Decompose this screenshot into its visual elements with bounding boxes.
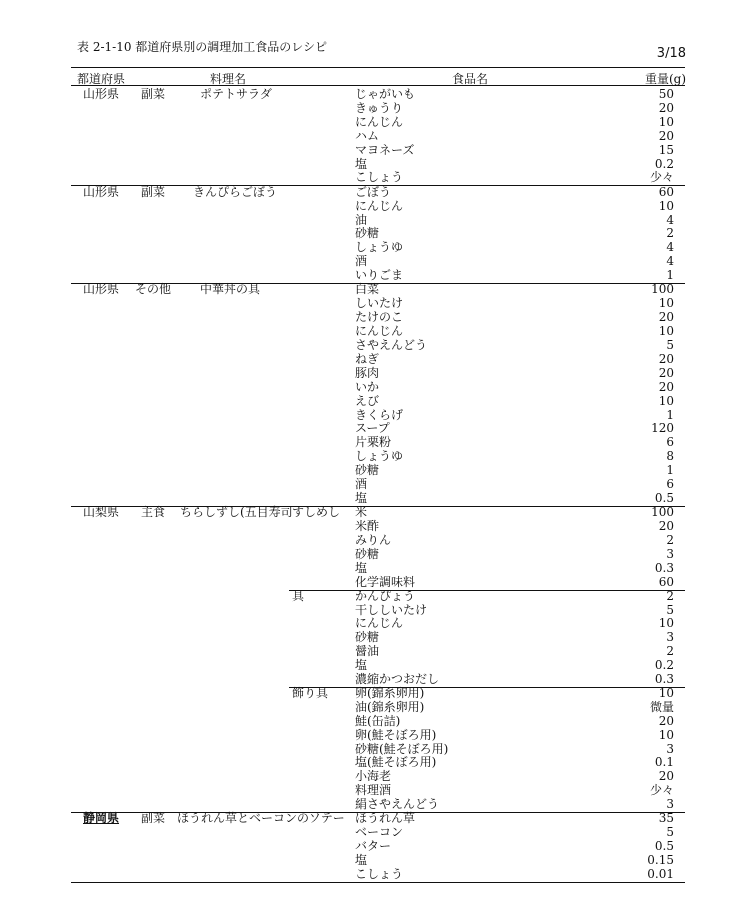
recipe-category: 副菜 — [141, 184, 166, 199]
food-weight: 2 — [666, 226, 674, 241]
food-weight: 微量 — [649, 699, 674, 714]
header-pref: 都道府県 — [77, 72, 126, 86]
food-weight: 2 — [666, 533, 674, 547]
food-name: 酒 — [355, 254, 368, 269]
food-name: 卵(錦糸卵用) — [355, 685, 425, 700]
food-name: 塩(鮭そぼろ用) — [355, 755, 437, 770]
recipe-dish-name: ポテトサラダ — [200, 87, 272, 101]
food-weight: 100 — [651, 282, 674, 297]
food-weight: 4 — [666, 240, 674, 255]
food-name: 油 — [355, 212, 368, 227]
food-name: 塩 — [355, 853, 368, 868]
food-weight: 35 — [658, 811, 674, 826]
food-weight: 20 — [658, 310, 674, 325]
food-weight: 0.2 — [654, 156, 674, 171]
recipe-dish-name: きんぴらごぼう — [193, 184, 278, 199]
food-weight: 少々 — [649, 783, 674, 798]
food-weight: 20 — [658, 351, 674, 366]
food-name: こしょう — [355, 170, 404, 185]
header-food: 食品名 — [452, 72, 489, 86]
food-name: みりん — [355, 533, 392, 547]
food-name: ベーコン — [355, 825, 404, 840]
food-name: 料理酒 — [355, 783, 392, 798]
recipe-prefecture: 山梨県 — [83, 505, 120, 520]
food-name: 鮭(缶詰) — [355, 713, 401, 728]
food-weight: 0.5 — [654, 839, 674, 854]
food-weight: 10 — [658, 727, 674, 742]
food-weight: 5 — [666, 825, 674, 840]
recipe-dish-name: 中華丼の具 — [200, 282, 261, 297]
food-name: にんじん — [355, 198, 404, 213]
food-name: きゅうり — [355, 100, 404, 115]
food-weight: 4 — [666, 212, 674, 227]
food-name: 塩 — [355, 658, 368, 673]
recipe-category: 副菜 — [141, 87, 166, 101]
food-name: にんじん — [355, 324, 404, 339]
food-name: きくらげ — [355, 407, 404, 422]
food-name: しょうゆ — [355, 449, 404, 464]
food-name: ほうれん草 — [355, 811, 416, 826]
food-name: ごぼう — [355, 184, 392, 199]
food-name: 卵(鮭そぼろ用) — [355, 727, 437, 742]
food-weight: 5 — [666, 338, 674, 352]
food-weight: 2 — [666, 588, 674, 603]
food-name: 米 — [355, 505, 368, 520]
food-weight: 20 — [658, 379, 674, 394]
food-name: 油(錦糸卵用) — [355, 699, 425, 714]
food-weight: 20 — [658, 365, 674, 380]
food-weight: 0.1 — [654, 755, 674, 770]
food-weight: 20 — [658, 128, 674, 143]
group-rule — [289, 590, 685, 591]
food-weight: 10 — [658, 616, 674, 631]
food-weight: 3 — [666, 797, 674, 812]
food-weight: 6 — [666, 435, 674, 450]
food-name: 塩 — [355, 156, 368, 171]
food-weight: 0.2 — [654, 658, 674, 673]
recipe-prefecture: 山形県 — [83, 184, 120, 199]
food-name: ハム — [355, 128, 380, 143]
food-weight: 60 — [658, 184, 674, 199]
food-weight: 少々 — [649, 170, 674, 185]
food-name: 小海老 — [355, 769, 392, 784]
food-name: かんぴょう — [355, 588, 416, 603]
food-weight: 0.3 — [654, 672, 674, 686]
food-name: さやえんどう — [355, 338, 428, 352]
food-weight: 15 — [658, 142, 674, 157]
group-label: すしめし — [292, 505, 341, 520]
food-weight: 100 — [651, 505, 674, 520]
document-title: 表 2-1-10 都道府県別の調理加工食品のレシピ — [77, 40, 327, 54]
food-name: こしょう — [355, 867, 404, 881]
recipe-separator — [71, 882, 685, 883]
food-name: しょうゆ — [355, 240, 404, 255]
food-weight: 20 — [658, 519, 674, 534]
food-name: 砂糖(鮭そぼろ用) — [355, 741, 449, 756]
food-weight: 120 — [651, 421, 674, 436]
food-name: にんじん — [355, 616, 404, 631]
food-name: 濃縮かつおだし — [355, 672, 440, 686]
group-label: 飾り具 — [292, 685, 329, 700]
food-name: ねぎ — [355, 351, 380, 366]
food-weight: 10 — [658, 114, 674, 129]
recipe-dish-name: ちらしずし(五目寿司 — [180, 505, 293, 520]
food-weight: 20 — [658, 100, 674, 115]
food-name: 米酢 — [355, 519, 380, 534]
food-name: 砂糖 — [355, 546, 380, 561]
food-name: しいたけ — [355, 296, 404, 311]
food-weight: 0.15 — [647, 853, 674, 868]
food-weight: 0.5 — [654, 490, 674, 505]
food-name: マヨネーズ — [355, 142, 415, 157]
food-weight: 3 — [666, 741, 674, 756]
recipe-prefecture: 山形県 — [83, 282, 120, 297]
food-name: 絹さやえんどう — [355, 797, 440, 812]
food-name: バター — [355, 839, 392, 854]
food-name: たけのこ — [355, 310, 404, 325]
recipe-category: その他 — [135, 282, 172, 297]
food-weight: 3 — [666, 546, 674, 561]
header-weight: 重量(g) — [644, 72, 686, 86]
food-weight: 1 — [666, 268, 674, 283]
food-weight: 3 — [666, 630, 674, 645]
food-name: じゃがいも — [355, 87, 416, 101]
food-weight: 4 — [666, 254, 674, 269]
header-dish: 料理名 — [210, 72, 247, 86]
food-weight: 5 — [666, 602, 674, 617]
food-name: 醤油 — [355, 644, 380, 659]
food-name: 干ししいたけ — [355, 602, 428, 617]
food-name: 化学調味料 — [355, 574, 416, 589]
food-weight: 1 — [666, 407, 674, 422]
food-name: 塩 — [355, 490, 368, 505]
food-name: いりごま — [355, 268, 404, 283]
recipe-dish-name: ほうれん草とベーコンのソテー — [177, 811, 345, 826]
recipe-prefecture: 静岡県 — [83, 811, 120, 826]
food-weight: 60 — [658, 574, 674, 589]
food-weight: 6 — [666, 477, 674, 491]
food-name: 酒 — [355, 477, 368, 491]
food-weight: 10 — [658, 685, 674, 700]
food-name: 片栗粉 — [355, 435, 392, 450]
food-weight: 20 — [658, 713, 674, 728]
food-name: スープ — [355, 421, 390, 436]
food-weight: 10 — [658, 198, 674, 213]
food-weight: 20 — [658, 769, 674, 784]
food-weight: 0.3 — [654, 560, 674, 575]
page-number: 3/18 — [656, 46, 686, 61]
food-weight: 8 — [666, 449, 674, 464]
food-weight: 10 — [658, 296, 674, 311]
food-weight: 50 — [658, 87, 674, 101]
food-name: 塩 — [355, 560, 368, 575]
recipe-category: 主食 — [141, 505, 166, 520]
recipe-category: 副菜 — [141, 811, 166, 826]
group-rule — [289, 687, 685, 688]
group-label: 具 — [292, 588, 305, 603]
food-weight: 10 — [658, 393, 674, 408]
food-weight: 2 — [666, 644, 674, 659]
recipe-prefecture: 山形県 — [83, 87, 120, 101]
food-name: いか — [355, 379, 380, 394]
food-weight: 0.01 — [647, 867, 674, 881]
header-rule — [71, 85, 685, 86]
food-name: 豚肉 — [355, 365, 380, 380]
food-weight: 1 — [666, 463, 674, 478]
food-name: 砂糖 — [355, 226, 380, 241]
food-name: えび — [355, 393, 380, 408]
table-top-rule — [71, 67, 685, 68]
food-name: 砂糖 — [355, 463, 380, 478]
food-name: にんじん — [355, 114, 404, 129]
food-name: 白菜 — [355, 282, 380, 297]
food-name: 砂糖 — [355, 630, 380, 645]
food-weight: 10 — [658, 324, 674, 339]
